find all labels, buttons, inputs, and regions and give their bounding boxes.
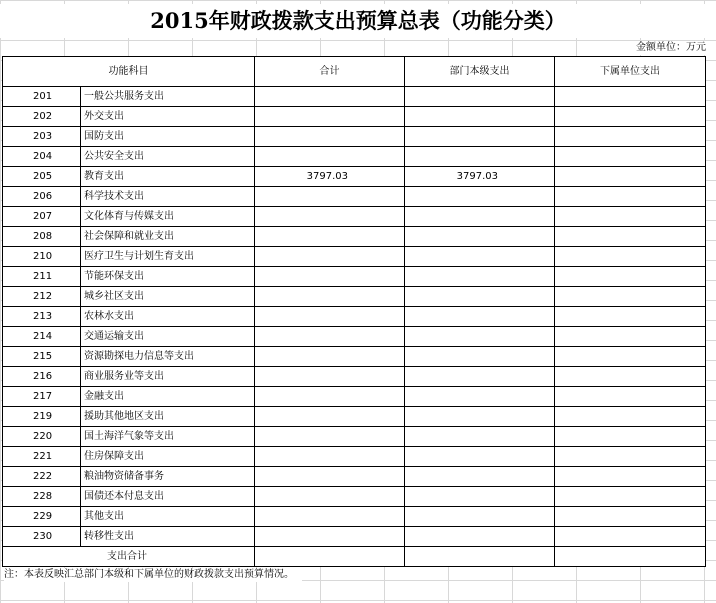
table-row (3, 287, 706, 307)
dept-cell[interactable] (405, 207, 555, 227)
table-row (3, 367, 706, 387)
table-row (3, 407, 706, 427)
code-cell[interactable]: 217 (3, 387, 81, 407)
name-cell[interactable]: 住房保障支出 (81, 447, 255, 467)
total-cell[interactable] (255, 327, 405, 347)
table-row (3, 227, 706, 247)
name-cell[interactable]: 科学技术支出 (81, 187, 255, 207)
table-row (3, 427, 706, 447)
total-cell[interactable] (255, 507, 405, 527)
name-cell[interactable]: 文化体育与传媒支出 (81, 207, 255, 227)
dept-cell[interactable] (405, 147, 555, 167)
dept-cell[interactable] (405, 487, 555, 507)
dept-cell[interactable] (405, 187, 555, 207)
total-dept-cell[interactable] (405, 547, 555, 567)
name-cell[interactable]: 医疗卫生与计划生育支出 (81, 247, 255, 267)
total-cell[interactable] (255, 147, 405, 167)
code-cell[interactable]: 230 (3, 527, 81, 547)
total-cell[interactable] (255, 247, 405, 267)
sub-cell[interactable] (555, 387, 706, 407)
total-sum-cell[interactable] (255, 547, 405, 567)
total-cell[interactable] (255, 187, 405, 207)
table-row (3, 147, 706, 167)
name-cell[interactable]: 国债还本付息支出 (81, 487, 255, 507)
code-cell[interactable]: 211 (3, 267, 81, 287)
total-cell[interactable] (255, 107, 405, 127)
table-row (3, 247, 706, 267)
sub-cell[interactable] (555, 267, 706, 287)
total-cell[interactable]: 3797.03 (255, 167, 405, 187)
code-cell[interactable]: 201 (3, 87, 81, 107)
sub-cell[interactable] (555, 527, 706, 547)
sub-cell[interactable] (555, 187, 706, 207)
dept-cell[interactable] (405, 527, 555, 547)
name-cell[interactable]: 教育支出 (81, 167, 255, 187)
table-row (3, 347, 706, 367)
table-row (3, 507, 706, 527)
total-cell[interactable] (255, 407, 405, 427)
dept-cell[interactable] (405, 467, 555, 487)
code-cell[interactable]: 204 (3, 147, 81, 167)
sub-cell[interactable] (555, 467, 706, 487)
code-cell[interactable]: 203 (3, 127, 81, 147)
table-body (3, 87, 706, 547)
name-cell[interactable]: 粮油物资储备事务 (81, 467, 255, 487)
sub-cell[interactable] (555, 367, 706, 387)
total-cell[interactable] (255, 287, 405, 307)
table-row (3, 327, 706, 347)
total-cell[interactable] (255, 267, 405, 287)
code-cell[interactable]: 222 (3, 467, 81, 487)
sub-cell[interactable] (555, 307, 706, 327)
sub-cell[interactable] (555, 407, 706, 427)
dept-cell[interactable] (405, 367, 555, 387)
total-row (3, 547, 706, 567)
dept-cell[interactable] (405, 307, 555, 327)
name-cell[interactable]: 社会保障和就业支出 (81, 227, 255, 247)
name-cell[interactable]: 公共安全支出 (81, 147, 255, 167)
total-cell[interactable] (255, 307, 405, 327)
name-cell[interactable]: 城乡社区支出 (81, 287, 255, 307)
total-sub-cell[interactable] (555, 547, 706, 567)
sub-cell[interactable] (555, 447, 706, 467)
dept-cell[interactable] (405, 227, 555, 247)
header-total[interactable]: 合计 (255, 57, 405, 87)
name-cell[interactable]: 转移性支出 (81, 527, 255, 547)
dept-cell[interactable] (405, 347, 555, 367)
header-sub[interactable]: 下属单位支出 (555, 57, 706, 87)
name-cell[interactable]: 商业服务业等支出 (81, 367, 255, 387)
total-cell[interactable] (255, 427, 405, 447)
total-cell[interactable] (255, 467, 405, 487)
sub-cell[interactable] (555, 227, 706, 247)
table-row (3, 207, 706, 227)
name-cell[interactable]: 资源勘探电力信息等支出 (81, 347, 255, 367)
code-cell[interactable]: 214 (3, 327, 81, 347)
code-cell[interactable]: 221 (3, 447, 81, 467)
dept-cell[interactable] (405, 327, 555, 347)
name-cell[interactable]: 节能环保支出 (81, 267, 255, 287)
total-cell[interactable] (255, 367, 405, 387)
name-cell[interactable]: 外交支出 (81, 107, 255, 127)
code-cell[interactable]: 216 (3, 367, 81, 387)
sub-cell[interactable] (555, 347, 706, 367)
name-cell[interactable]: 农林水支出 (81, 307, 255, 327)
dept-cell[interactable] (405, 427, 555, 447)
table-row (3, 527, 706, 547)
dept-cell[interactable] (405, 247, 555, 267)
dept-cell[interactable] (405, 127, 555, 147)
code-cell[interactable]: 205 (3, 167, 81, 187)
table-header-row (3, 57, 706, 87)
name-cell[interactable]: 援助其他地区支出 (81, 407, 255, 427)
sub-cell[interactable] (555, 287, 706, 307)
sub-cell[interactable] (555, 487, 706, 507)
sub-cell[interactable] (555, 87, 706, 107)
name-cell[interactable]: 金融支出 (81, 387, 255, 407)
name-cell[interactable]: 国防支出 (81, 127, 255, 147)
sub-cell[interactable] (555, 107, 706, 127)
code-cell[interactable]: 212 (3, 287, 81, 307)
total-cell[interactable] (255, 347, 405, 367)
table-row (3, 387, 706, 407)
dept-cell[interactable] (405, 507, 555, 527)
table-row (3, 167, 706, 187)
total-label[interactable]: 支出合计 (3, 547, 255, 567)
code-cell[interactable]: 229 (3, 507, 81, 527)
dept-cell[interactable] (405, 407, 555, 427)
header-function[interactable]: 功能科目 (3, 57, 255, 87)
name-cell[interactable]: 其他支出 (81, 507, 255, 527)
footnote: 注：本表反映汇总部门本级和下属单位的财政拨款支出预算情况。 (4, 568, 302, 582)
total-cell[interactable] (255, 227, 405, 247)
sub-cell[interactable] (555, 327, 706, 347)
total-cell[interactable] (255, 87, 405, 107)
total-cell[interactable] (255, 387, 405, 407)
total-cell[interactable] (255, 127, 405, 147)
table-row (3, 267, 706, 287)
code-cell[interactable]: 202 (3, 107, 81, 127)
table-row (3, 107, 706, 127)
code-cell[interactable]: 213 (3, 307, 81, 327)
table-row (3, 487, 706, 507)
name-cell[interactable]: 交通运输支出 (81, 327, 255, 347)
dept-cell[interactable] (405, 287, 555, 307)
table-row (3, 187, 706, 207)
dept-cell[interactable] (405, 387, 555, 407)
unit-label: 金额单位：万元 (630, 41, 706, 55)
table-row (3, 447, 706, 467)
sub-cell[interactable] (555, 147, 706, 167)
total-cell[interactable] (255, 207, 405, 227)
table-row (3, 307, 706, 327)
name-cell[interactable]: 国土海洋气象等支出 (81, 427, 255, 447)
table-row (3, 467, 706, 487)
code-cell[interactable]: 215 (3, 347, 81, 367)
header-dept[interactable]: 部门本级支出 (405, 57, 555, 87)
table-row (3, 127, 706, 147)
code-cell[interactable]: 210 (3, 247, 81, 267)
code-cell[interactable]: 220 (3, 427, 81, 447)
total-cell[interactable] (255, 527, 405, 547)
total-cell[interactable] (255, 487, 405, 507)
budget-table (2, 56, 706, 567)
sub-cell[interactable] (555, 507, 706, 527)
sub-cell[interactable] (555, 127, 706, 147)
code-cell[interactable]: 208 (3, 227, 81, 247)
sub-cell[interactable] (555, 247, 706, 267)
sub-cell[interactable] (555, 167, 706, 187)
page-title: 2015年财政拨款支出预算总表（功能分类） (0, 4, 716, 38)
sub-cell[interactable] (555, 427, 706, 447)
name-cell[interactable]: 一般公共服务支出 (81, 87, 255, 107)
dept-cell[interactable]: 3797.03 (405, 167, 555, 187)
dept-cell[interactable] (405, 267, 555, 287)
dept-cell[interactable] (405, 447, 555, 467)
code-cell[interactable]: 207 (3, 207, 81, 227)
code-cell[interactable]: 206 (3, 187, 81, 207)
code-cell[interactable]: 219 (3, 407, 81, 427)
dept-cell[interactable] (405, 107, 555, 127)
code-cell[interactable]: 228 (3, 487, 81, 507)
table-row (3, 87, 706, 107)
dept-cell[interactable] (405, 87, 555, 107)
sub-cell[interactable] (555, 207, 706, 227)
total-cell[interactable] (255, 447, 405, 467)
